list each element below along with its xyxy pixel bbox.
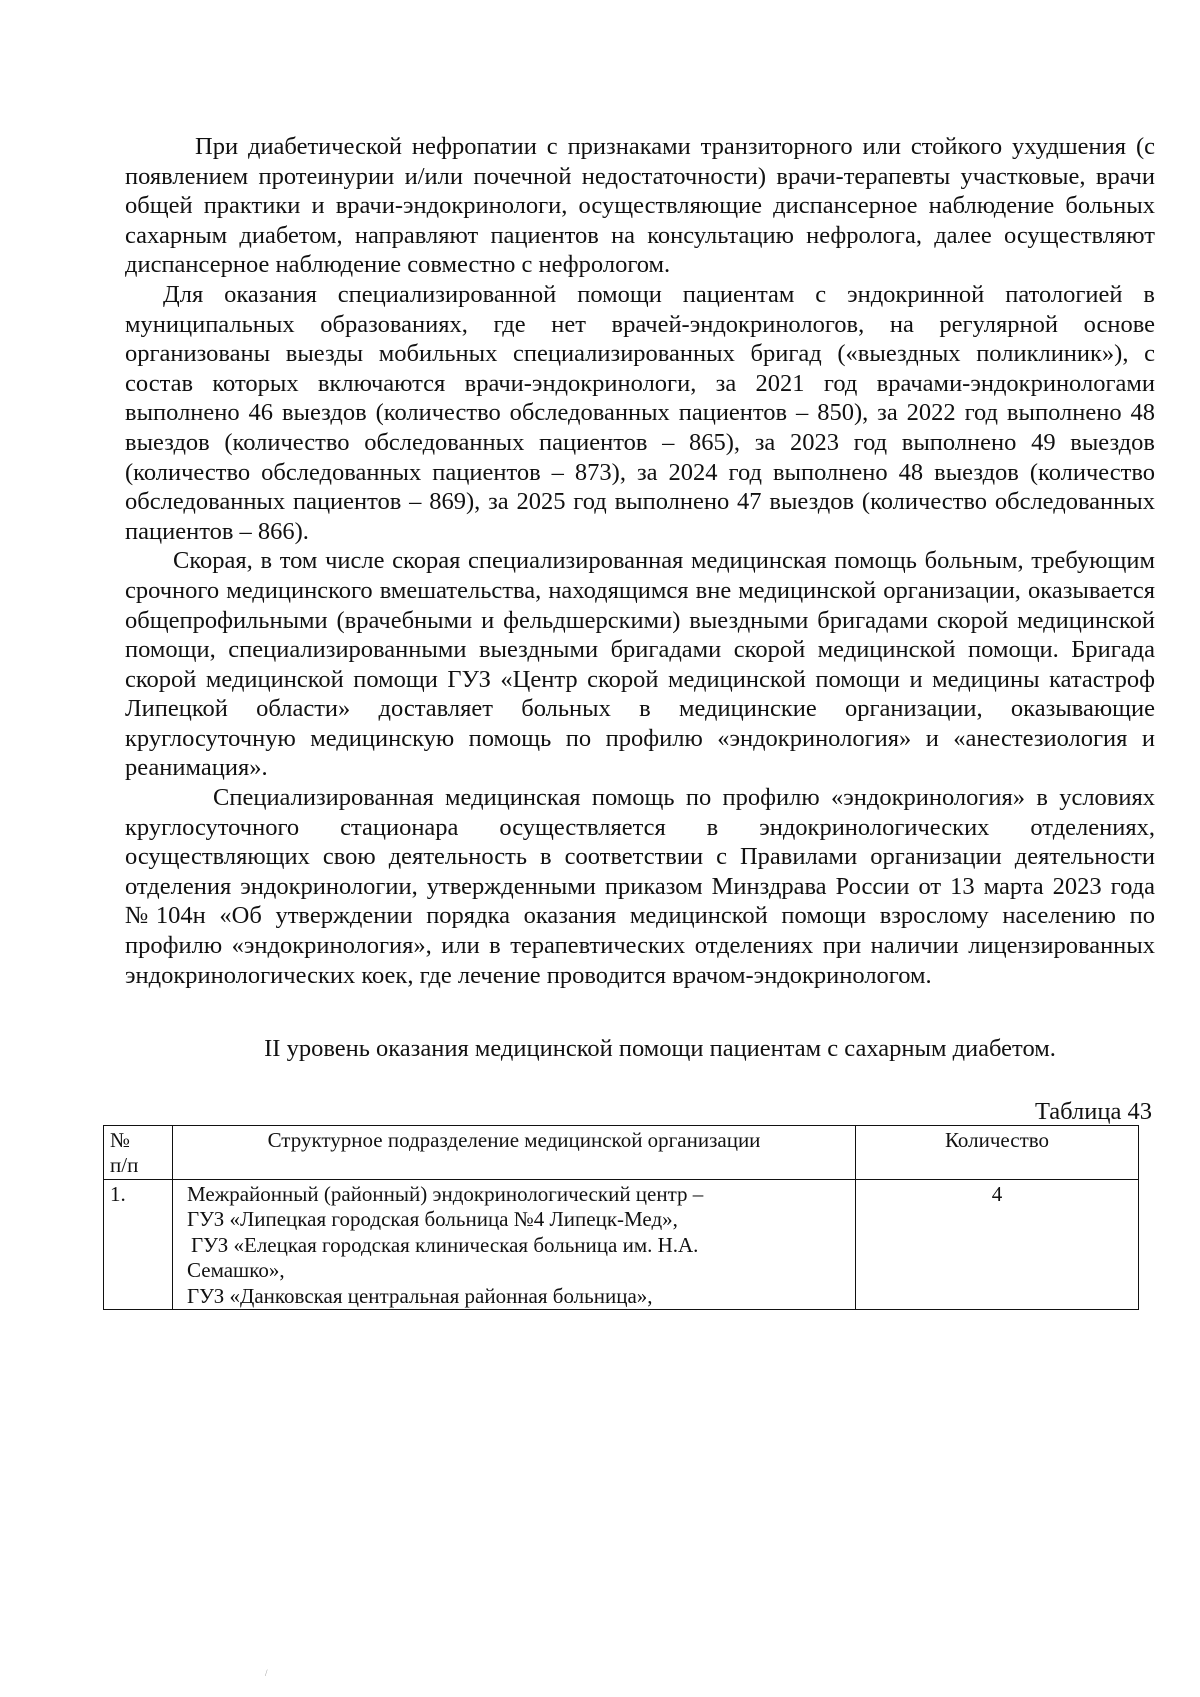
row-unit	[173, 1179, 856, 1310]
unit-line: ГУЗ «Данковская центральная районная больница»,	[187, 1283, 653, 1308]
unit-line: Межрайонный (районный) эндокринологический центр –	[187, 1181, 704, 1206]
unit-line: ГУЗ «Елецкая городская клиническая больница им. Н.А.	[191, 1232, 699, 1257]
header-quantity: Количество	[856, 1125, 1139, 1179]
unit-line: Семашко»,	[187, 1258, 285, 1283]
table-caption: Таблица 43	[1034, 1097, 1152, 1125]
paragraph-mobile-teams: Для оказания специализированной помощи пациентам с эндокринной патологией в муниципальных образованиях, где нет врачей-эндокринологов, на регулярной основе организованы выезды мобильных специализированных бригад («выездных поликлиник»), с состав которых включаются врачи-эндокринологи, за 2021 год врачами-эндокринологами выполнено 46 выездов (количество обследованных пациентов – 850), за 2022 год выполнено 48 выездов (количество обследованных пациентов – 865), за 2023 год выполнено 49 выездов (количество обследованных пациентов – 873), за 2024 год выполнено 48 выездов (количество обследованных пациентов – 869), за 2025 год выполнено 47 выездов (количество обследованных пациентов – 866).	[125, 280, 1155, 545]
header-number-line2: п/п	[110, 1153, 139, 1178]
header-unit: Структурное подразделение медицинской организации	[173, 1125, 856, 1179]
paragraph-emergency-care: Скорая, в том числе скорая специализированная медицинская помощь больным, требующим срочного медицинского вмешательства, находящимся вне медицинской организации, оказывается общепрофильными (врачебными и фельдшерскими) выездными бригадами скорой медицинской помощи, специализированными выездными бригадами скорой медицинской помощи. Бригада скорой медицинской помощи ГУЗ «Центр скорой медицинской помощи и медицины катастроф Липецкой области» доставляет больных в медицинские организации, оказывающие круглосуточную медицинскую помощь по профилю «эндокринология» и «анестезиология и реанимация».	[125, 547, 1155, 782]
unit-line: ГУЗ «Липецкая городская больница №4 Липецк-Мед»,	[187, 1207, 678, 1232]
paragraph-nephropathy: При диабетической нефропатии с признаками транзиторного или стойкого ухудшения (с появлением протеинурии и/или почечной недостаточности) врачи-терапевты участковые, врачи общей практики и врачи-эндокринологи, осуществляющие диспансерное наблюдение больных сахарным диабетом, направляют пациентов на консультацию нефролога, далее осуществляют диспансерное наблюдение совместно с нефрологом.	[125, 133, 1155, 279]
paragraph-inpatient-care: Специализированная медицинская помощь по профилю «эндокринология» в условиях круглосуточного стационара осуществляется в эндокринологических отделениях, осуществляющих свою деятельность в соответствии с Правилами организации деятельности отделения эндокринологии, утвержденными приказом Минздрава России от 13 марта 2023 года №104н «Об утверждении порядка оказания медицинской помощи взрослому населению по профилю «эндокринология», или в терапевтических отделениях при наличии лицензированных эндокринологических коек, где лечение проводится врачом-эндокринологом.	[125, 784, 1155, 989]
section-title: II уровень оказания медицинской помощи пациентам с сахарным диабетом.	[264, 1035, 1056, 1063]
header-number-line1: №	[110, 1127, 131, 1152]
row-quantity: 4	[856, 1179, 1139, 1310]
scan-mark: /	[265, 1668, 268, 1678]
table-row	[104, 1179, 1139, 1310]
table-header-row	[104, 1125, 1139, 1179]
header-number	[104, 1125, 173, 1179]
row-number: 1.	[104, 1179, 173, 1310]
document-page	[110, 132, 1155, 1310]
data-table	[103, 1125, 1139, 1311]
